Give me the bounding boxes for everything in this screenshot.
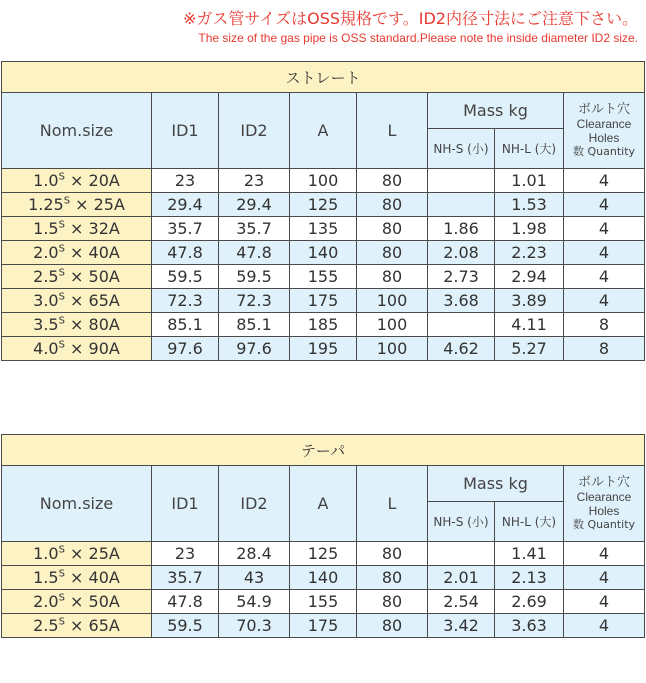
header-nh-s: NH-S (小) <box>428 129 495 169</box>
table-row <box>2 337 645 361</box>
cell-nh-s: 2.08 <box>428 241 495 265</box>
cell-nh-s: 2.01 <box>428 566 495 590</box>
cell-l: 80 <box>357 590 428 614</box>
cell-id1: 35.7 <box>152 566 219 590</box>
cell-nom-size <box>2 566 152 590</box>
header-a: A <box>290 93 357 169</box>
cell-quantity: 4 <box>564 265 645 289</box>
cell-nh-l: 5.27 <box>495 337 564 361</box>
cell-nh-l: 2.13 <box>495 566 564 590</box>
cell-quantity: 8 <box>564 313 645 337</box>
header-bolt-holes <box>564 466 645 542</box>
cell-nh-l: 3.89 <box>495 289 564 313</box>
nom-size-base: 1.5 <box>33 219 59 238</box>
cell-a: 125 <box>290 542 357 566</box>
nom-size-rest: × 40A <box>64 243 120 262</box>
cell-id2: 35.7 <box>219 217 290 241</box>
nom-size-base: 2.0 <box>33 592 59 611</box>
table-row <box>2 193 645 217</box>
nom-size-sup: S <box>63 195 71 207</box>
nom-size-rest: × 25A <box>70 195 125 214</box>
cell-nh-l: 3.63 <box>495 614 564 638</box>
nom-size-base: 3.5 <box>33 315 59 334</box>
nom-size-sup: S <box>58 267 65 279</box>
nom-size-base: 1.25 <box>28 195 64 214</box>
note-japanese: ※ガス管サイズはOSS規格です。ID2内径寸法にご注意下さい。 <box>183 9 638 28</box>
bolt-ja-label: ボルト穴 <box>578 474 631 490</box>
cell-nh-s <box>428 542 495 566</box>
header-l: L <box>357 93 428 169</box>
cell-id2: 97.6 <box>219 337 290 361</box>
cell-id1: 23 <box>152 542 219 566</box>
cell-id1: 35.7 <box>152 217 219 241</box>
nom-size-rest: × 50A <box>64 267 120 286</box>
header-nh-l: NH-L (大) <box>495 129 564 169</box>
cell-nh-s: 2.54 <box>428 590 495 614</box>
header-mass: Mass kg <box>428 466 564 502</box>
cell-nh-l: 1.01 <box>495 169 564 193</box>
cell-quantity: 4 <box>564 542 645 566</box>
cell-l: 80 <box>357 169 428 193</box>
nom-size-sup: S <box>58 568 65 580</box>
cell-l: 80 <box>357 566 428 590</box>
cell-id1: 47.8 <box>152 590 219 614</box>
nom-size-rest: × 65A <box>64 291 120 310</box>
cell-quantity: 4 <box>564 289 645 313</box>
cell-nom-size <box>2 169 152 193</box>
cell-nh-s: 1.86 <box>428 217 495 241</box>
cell-id2: 85.1 <box>219 313 290 337</box>
nom-size-base: 1.0 <box>33 544 59 563</box>
header-id2: ID2 <box>219 466 290 542</box>
cell-a: 125 <box>290 193 357 217</box>
nom-size-sup: S <box>58 315 65 327</box>
cell-a: 175 <box>290 289 357 313</box>
cell-nh-l: 2.94 <box>495 265 564 289</box>
cell-nom-size <box>2 313 152 337</box>
header-l: L <box>357 466 428 542</box>
nom-size-base: 3.0 <box>33 291 59 310</box>
cell-nh-l: 1.53 <box>495 193 564 217</box>
nom-size-base: 1.0 <box>33 171 59 190</box>
cell-a: 140 <box>290 566 357 590</box>
cell-nh-s: 2.73 <box>428 265 495 289</box>
cell-quantity: 4 <box>564 566 645 590</box>
cell-quantity: 4 <box>564 241 645 265</box>
cell-id1: 59.5 <box>152 265 219 289</box>
cell-nom-size <box>2 217 152 241</box>
nom-size-sup: S <box>58 291 65 303</box>
cell-quantity: 4 <box>564 193 645 217</box>
table-row <box>2 590 645 614</box>
notes-area <box>0 0 646 52</box>
taper-spec-table <box>1 434 645 638</box>
nom-size-rest: × 20A <box>64 171 120 190</box>
cell-nh-s: 4.62 <box>428 337 495 361</box>
nom-size-rest: × 25A <box>64 544 120 563</box>
header-id1: ID1 <box>152 466 219 542</box>
cell-a: 135 <box>290 217 357 241</box>
cell-nh-l: 4.11 <box>495 313 564 337</box>
nom-size-base: 2.0 <box>33 243 59 262</box>
cell-id2: 72.3 <box>219 289 290 313</box>
nom-size-sup: S <box>58 544 65 556</box>
table-row <box>2 566 645 590</box>
bolt-qty-label: 数 Quantity <box>572 144 636 158</box>
cell-nh-l: 2.69 <box>495 590 564 614</box>
cell-id1: 85.1 <box>152 313 219 337</box>
cell-nom-size <box>2 265 152 289</box>
table-title: テーパ <box>2 435 645 466</box>
cell-l: 80 <box>357 265 428 289</box>
bolt-en-label: Clearance Holes <box>576 489 632 518</box>
cell-id2: 54.9 <box>219 590 290 614</box>
nom-size-sup: S <box>58 339 65 351</box>
nom-size-rest: × 32A <box>64 219 120 238</box>
table-row <box>2 289 645 313</box>
header-nom-size: Nom.size <box>2 466 152 542</box>
cell-id1: 97.6 <box>152 337 219 361</box>
nom-size-sup: S <box>58 243 65 255</box>
cell-nom-size <box>2 241 152 265</box>
nom-size-rest: × 65A <box>64 616 120 635</box>
cell-l: 80 <box>357 217 428 241</box>
nom-size-rest: × 90A <box>64 339 120 358</box>
cell-l: 80 <box>357 193 428 217</box>
cell-id2: 28.4 <box>219 542 290 566</box>
taper-table-body <box>2 542 645 638</box>
bolt-ja-label: ボルト穴 <box>578 101 631 117</box>
nom-size-sup: S <box>58 219 65 231</box>
cell-id2: 43 <box>219 566 290 590</box>
cell-id1: 29.4 <box>152 193 219 217</box>
nom-size-base: 4.0 <box>33 339 59 358</box>
nom-size-sup: S <box>58 592 65 604</box>
header-nom-size: Nom.size <box>2 93 152 169</box>
table-row <box>2 169 645 193</box>
header-id2: ID2 <box>219 93 290 169</box>
cell-a: 155 <box>290 590 357 614</box>
header-nh-l: NH-L (大) <box>495 502 564 542</box>
table-row <box>2 265 645 289</box>
cell-nh-s <box>428 313 495 337</box>
cell-nom-size <box>2 337 152 361</box>
cell-id1: 59.5 <box>152 614 219 638</box>
cell-nh-l: 2.23 <box>495 241 564 265</box>
note-english: The size of the gas pipe is OSS standard.Please note the inside diameter ID2 size. <box>198 31 638 45</box>
table-title: ストレート <box>2 62 645 93</box>
cell-nh-s: 3.42 <box>428 614 495 638</box>
straight-table-body <box>2 169 645 361</box>
cell-nom-size <box>2 289 152 313</box>
cell-id2: 47.8 <box>219 241 290 265</box>
header-a: A <box>290 466 357 542</box>
cell-nh-l: 1.98 <box>495 217 564 241</box>
cell-a: 175 <box>290 614 357 638</box>
cell-id2: 59.5 <box>219 265 290 289</box>
cell-quantity: 4 <box>564 169 645 193</box>
header-mass: Mass kg <box>428 93 564 129</box>
cell-l: 100 <box>357 313 428 337</box>
nom-size-sup: S <box>58 616 65 628</box>
cell-nh-s <box>428 193 495 217</box>
cell-nom-size <box>2 614 152 638</box>
cell-l: 100 <box>357 289 428 313</box>
nom-size-rest: × 50A <box>64 592 120 611</box>
cell-nh-s: 3.68 <box>428 289 495 313</box>
cell-quantity: 8 <box>564 337 645 361</box>
cell-a: 100 <box>290 169 357 193</box>
table-row <box>2 313 645 337</box>
cell-nom-size <box>2 542 152 566</box>
cell-quantity: 4 <box>564 590 645 614</box>
cell-id1: 23 <box>152 169 219 193</box>
cell-id2: 23 <box>219 169 290 193</box>
nom-size-base: 1.5 <box>33 568 59 587</box>
cell-quantity: 4 <box>564 217 645 241</box>
cell-id2: 70.3 <box>219 614 290 638</box>
nom-size-rest: × 40A <box>64 568 120 587</box>
cell-nh-s <box>428 169 495 193</box>
cell-a: 140 <box>290 241 357 265</box>
table-row <box>2 614 645 638</box>
cell-a: 195 <box>290 337 357 361</box>
cell-quantity: 4 <box>564 614 645 638</box>
header-bolt-holes <box>564 93 645 169</box>
nom-size-base: 2.5 <box>33 267 59 286</box>
nom-size-base: 2.5 <box>33 616 59 635</box>
nom-size-rest: × 80A <box>64 315 120 334</box>
table-row <box>2 542 645 566</box>
cell-a: 185 <box>290 313 357 337</box>
cell-l: 80 <box>357 614 428 638</box>
cell-l: 80 <box>357 542 428 566</box>
cell-l: 80 <box>357 241 428 265</box>
cell-id1: 47.8 <box>152 241 219 265</box>
cell-a: 155 <box>290 265 357 289</box>
cell-id1: 72.3 <box>152 289 219 313</box>
table-row <box>2 217 645 241</box>
bolt-qty-label: 数 Quantity <box>572 517 636 531</box>
header-id1: ID1 <box>152 93 219 169</box>
bolt-en-label: Clearance Holes <box>576 116 632 145</box>
cell-nom-size <box>2 193 152 217</box>
cell-id2: 29.4 <box>219 193 290 217</box>
table-row <box>2 241 645 265</box>
header-nh-s: NH-S (小) <box>428 502 495 542</box>
straight-spec-table <box>1 61 645 361</box>
cell-nom-size <box>2 590 152 614</box>
cell-l: 100 <box>357 337 428 361</box>
nom-size-sup: S <box>58 171 65 183</box>
cell-nh-l: 1.41 <box>495 542 564 566</box>
